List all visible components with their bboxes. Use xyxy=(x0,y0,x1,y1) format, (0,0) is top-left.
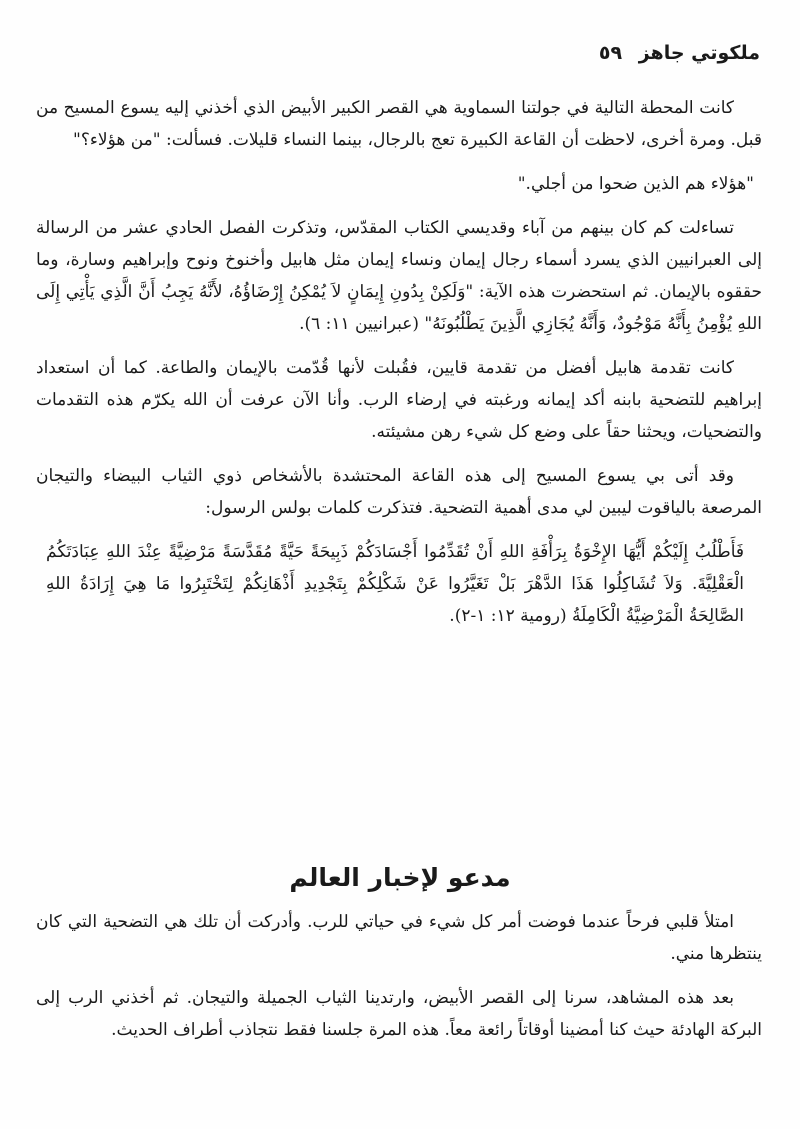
paragraph: وقد أتى بي يسوع المسيح إلى هذه القاعة المحتشدة بالأشخاص ذوي الثياب البيضاء والتيجان المرصعة بالياقوت ليبين لي مدى أهمية التضحية. فتذكرت كلمات بولس الرسول: xyxy=(36,466,762,518)
section-heading: مدعو لإخبار العالم xyxy=(289,863,511,892)
book-title: ملكوتي جاهز xyxy=(638,42,760,64)
paragraph: كانت المحطة التالية في جولتنا السماوية هي القصر الكبير الأبيض الذي أخذني إليه يسوع المسيح من قبل. ومرة أخرى، لاحظت أن القاعة الكبيرة تعج بالرجال، بينما النساء قليلات. فسألت: "من هؤلاء؟" xyxy=(36,98,762,150)
paragraph: كانت تقدمة هابيل أفضل من تقدمة قايين، فقُبلت لأنها قُدّمت بالإيمان والطاعة. كما أن استعداد إبراهيم للتضحية بابنه أكد إيمانه ورغبته في إرضاء الرب. وأنا الآن عرفت أن الله يكرّم هذه التقدمات والتضحيات، ويحثنا حقاً على وضع كل شيء رهن مشيئته. xyxy=(36,358,762,442)
section-text xyxy=(36,906,762,1058)
paragraph: امتلأ قلبي فرحاً عندما فوضت أمر كل شيء في حياتي للرب. وأدركت أن تلك هي التضحية التي كان ينتظرها مني. xyxy=(36,912,762,964)
paragraph-quote: "هؤلاء هم الذين ضحوا من أجلي." xyxy=(517,174,754,194)
paragraph: بعد هذه المشاهد، سرنا إلى القصر الأبيض، وارتدينا الثياب الجميلة والتيجان. ثم أخذني الرب إلى البركة الهادئة حيث كنا أمضينا أوقاتاً رائعة معاً. هذه المرة جلسنا فقط نتجاذب أطراف الحديث. xyxy=(36,988,762,1040)
paragraph: تساءلت كم كان بينهم من آباء وقديسي الكتاب المقدّس، وتذكرت الفصل الحادي عشر من الرسالة إلى العبرانيين الذي يسرد أسماء رجال إيمان ونساء إيمان مثل هابيل وأخنوخ ونوح وإبراهيم وسارة، وما حققوه بالإيمان. ثم استحضرت هذه الآية: "وَلَكِنْ بِدُونِ إِيمَانٍ لاَ يُمْكِنُ إِرْضَاؤُهُ، لأَنَّهُ يَجِبُ أَنَّ الَّذِي يَأْتِي إِلَى اللهِ يُؤْمِنُ بِأَنَّهُ مَوْجُودٌ، وَأَنَّهُ يُجَازِي الَّذِينَ يَطْلُبُونَهُ" (عبرانيين ١١: ٦). xyxy=(36,218,762,334)
scripture-verse: فَأَطْلُبُ إِلَيْكُمْ أَيُّهَا الإِخْوَةُ بِرَأْفَةِ اللهِ أَنْ تُقَدِّمُوا أَجْسَادَكُمْ ذَبِيحَةً حَيَّةً مُقَدَّسَةً مَرْضِيَّةً عِنْدَ اللهِ عِبَادَتَكُمُ الْعَقْلِيَّةَ. وَلاَ تُشَاكِلُوا هَذَا الدَّهْرَ بَلْ تَغَيَّرُوا عَنْ شَكْلِكُمْ بِتَجْدِيدِ أَذْهَانِكُمْ لِتَخْتَبِرُوا مَا هِيَ إِرَادَةُ اللهِ الصَّالِحَةُ الْمَرْضِيَّةُ الْكَامِلَةُ (رومية ١٢: ١-٢). xyxy=(46,542,744,626)
page-number: ٥٩ xyxy=(598,42,623,64)
page-header xyxy=(30,38,760,68)
main-text xyxy=(36,92,762,644)
